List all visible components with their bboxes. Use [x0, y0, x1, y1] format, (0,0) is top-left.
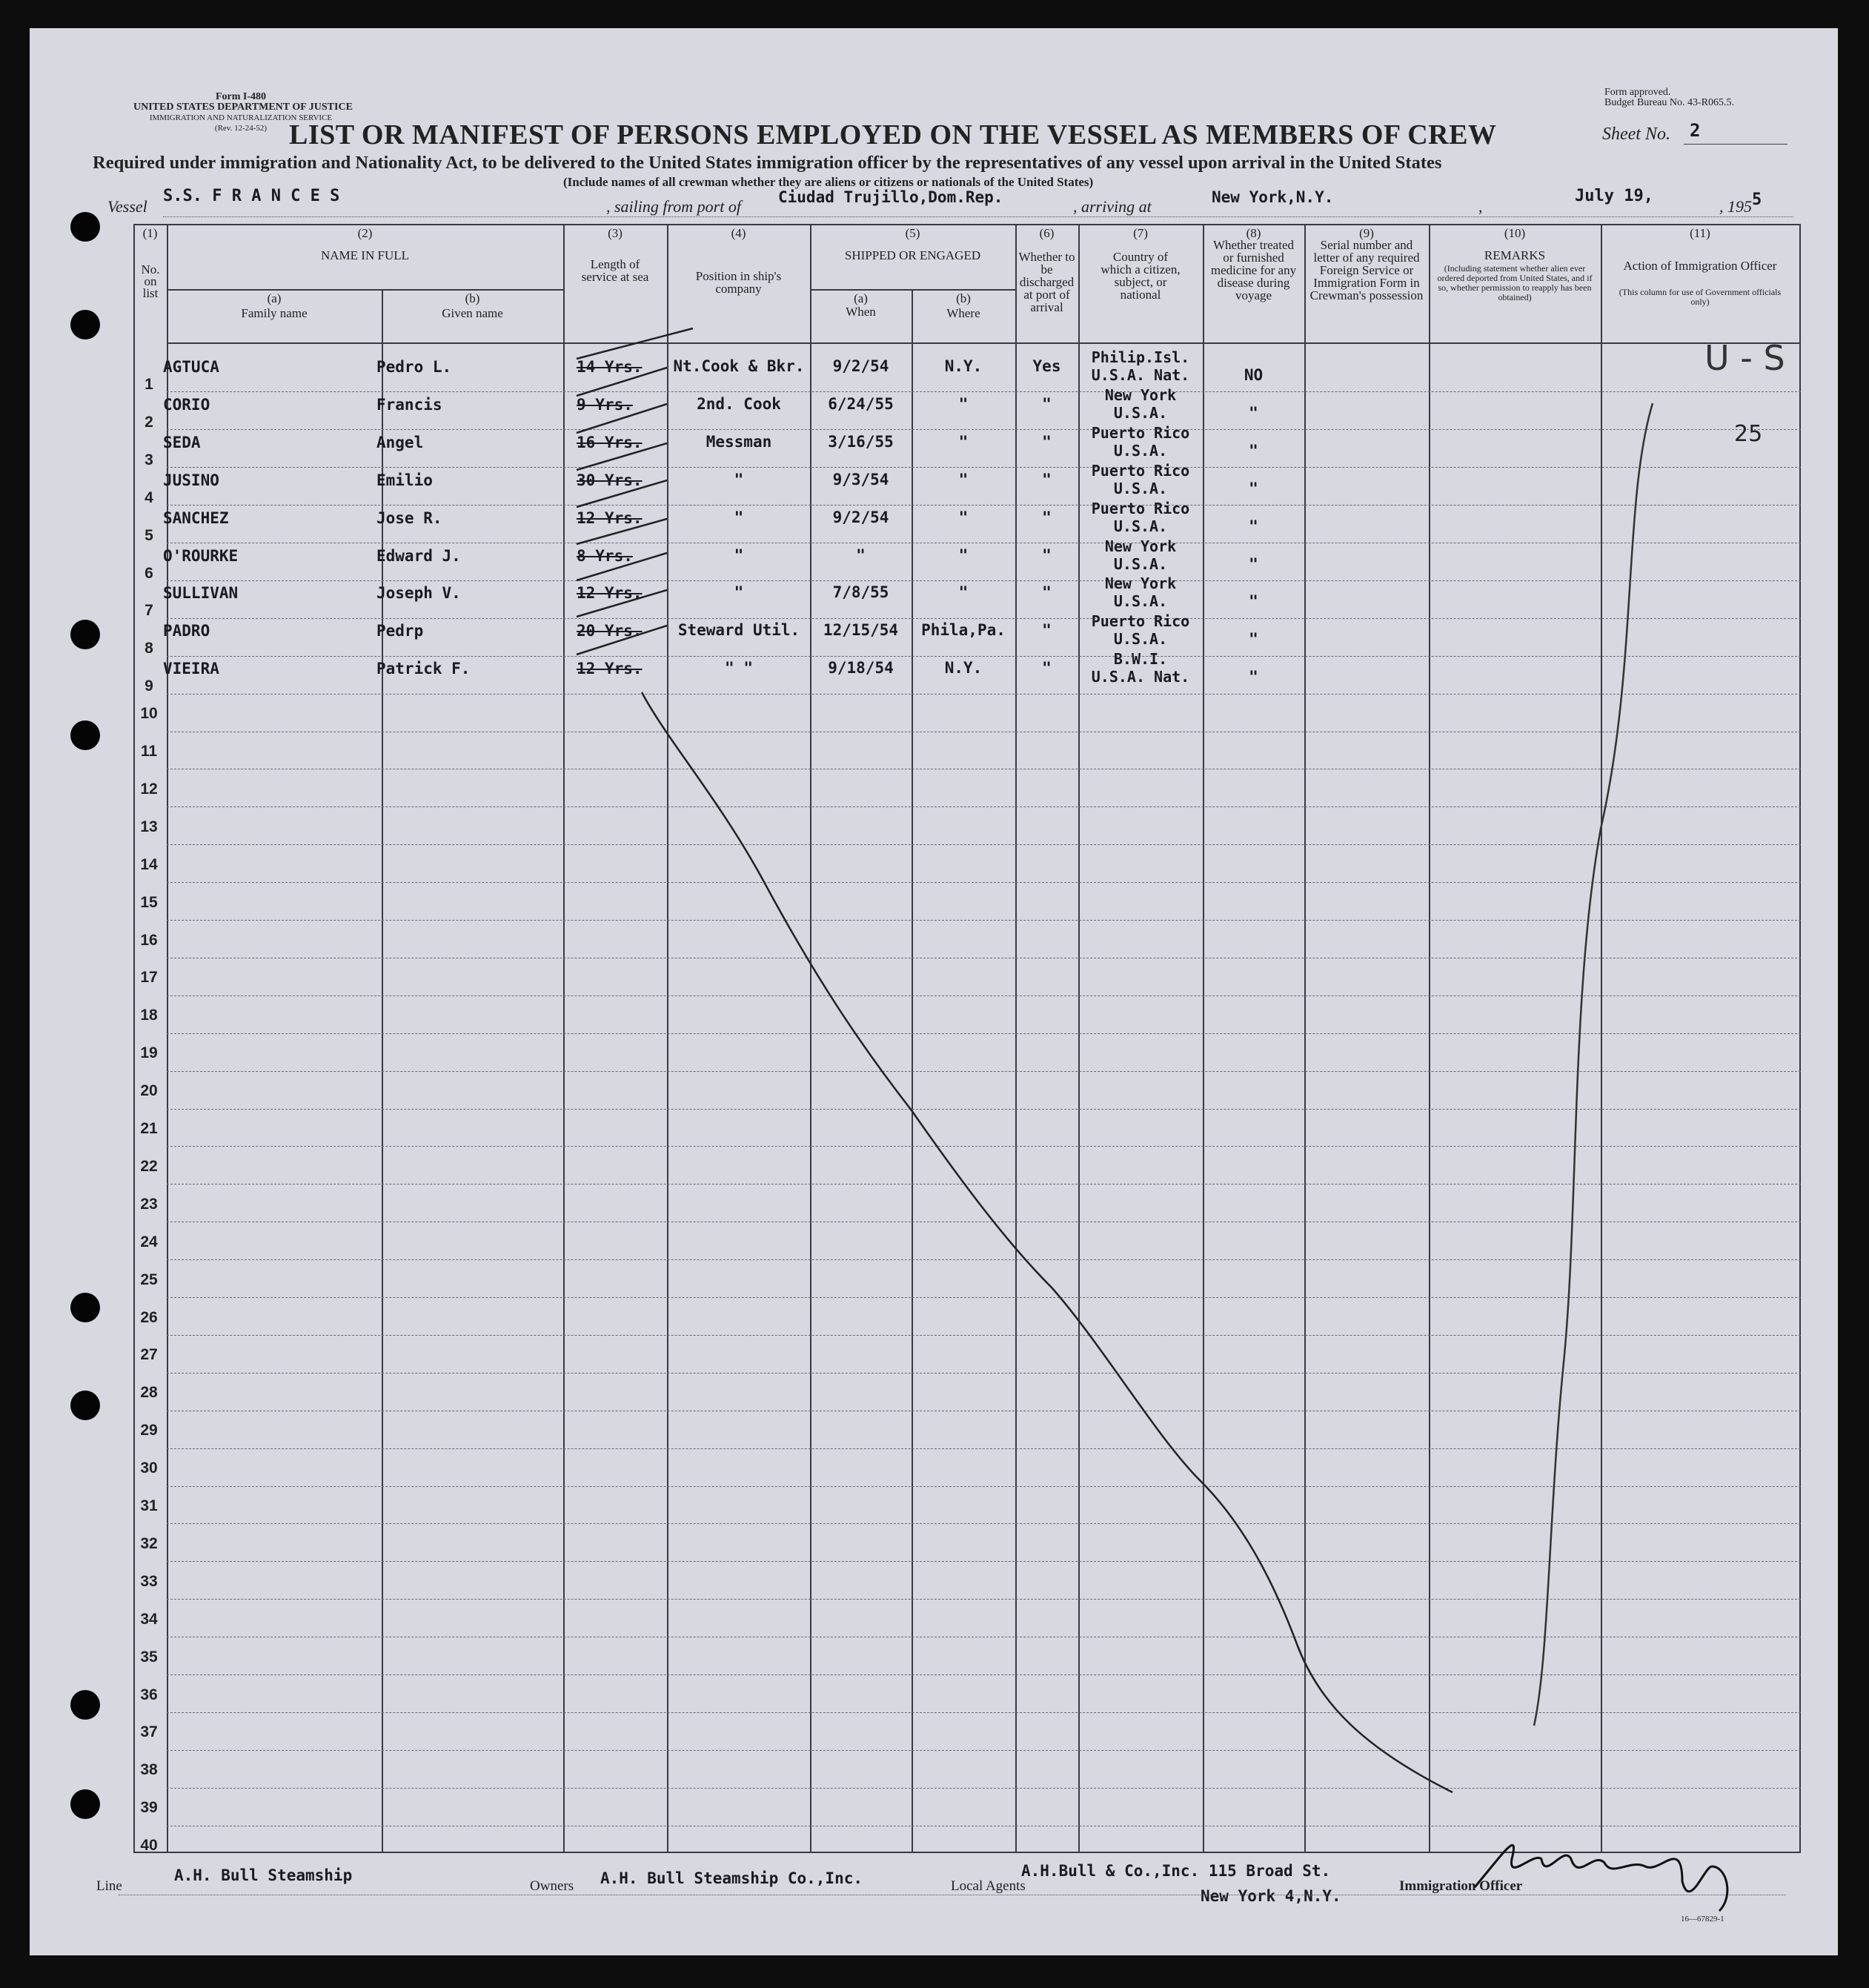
citizenship-line1: B.W.I. [1113, 650, 1168, 668]
family-name: JUSINO [163, 471, 219, 489]
discharge-status: " [1042, 583, 1052, 601]
col3-header: Length of service at sea [581, 257, 649, 284]
engaged-when: 3/16/55 [828, 433, 894, 451]
citizenship-line2: U.S.A. [1113, 630, 1168, 648]
service-length: 20 Yrs. [577, 622, 643, 640]
line-value: A.H. Bull Steamship [174, 1866, 353, 1884]
citizenship-line1: Puerto Rico [1091, 462, 1190, 480]
engaged-when: 9/2/54 [832, 508, 889, 526]
revision: (Rev. 12-24-52) [214, 124, 268, 133]
row-number: 26 [140, 1309, 158, 1326]
discharge-status: " [1042, 508, 1052, 526]
officer-label: Immigration Officer [1399, 1878, 1523, 1894]
col4-number: (4) [731, 226, 746, 240]
binder-hole [70, 212, 100, 242]
col10-note: (Including statement whether alien ever ordered deported from United States, and if so, whether permission to reapply has been obtained) [1437, 263, 1593, 302]
col4-header: Position in ship's company [695, 269, 782, 296]
arrival-date: July 19, [1575, 187, 1653, 205]
row-number: 7 [145, 602, 153, 619]
engaged-where: N.Y. [944, 357, 983, 375]
medicine-status: " [1249, 404, 1258, 422]
subtitle: Required under immigration and Nationality Act, to be delivered to the United States immigration officer by the representatives of any vessel upon arrival in the United States [93, 153, 1442, 173]
row-number: 23 [140, 1196, 158, 1213]
ship-position: 2nd. Cook [697, 395, 781, 413]
binder-hole [70, 1293, 100, 1322]
engaged-where: " [958, 546, 969, 564]
engaged-where: " [958, 583, 969, 601]
sailing-port: Ciudad Trujillo,Dom.Rep. [778, 188, 1003, 206]
medicine-status: NO [1244, 366, 1264, 384]
engaged-when: 9/18/54 [828, 659, 894, 677]
family-name: O'ROURKE [163, 547, 239, 565]
row-number: 8 [145, 640, 153, 657]
col6-header: Whether to be discharged at port of arrival [1018, 250, 1075, 314]
citizenship-line2: U.S.A. [1113, 555, 1168, 573]
pen-strokes [30, 28, 1838, 1955]
arriving-port: New York,N.Y. [1212, 188, 1334, 206]
row-number: 29 [140, 1422, 158, 1439]
col5b-header: Where [946, 306, 980, 320]
ship-position: Nt.Cook & Bkr. [673, 357, 805, 375]
row-number: 5 [145, 527, 153, 544]
col2b-number: (b) [465, 291, 480, 305]
row-number: 32 [140, 1535, 158, 1552]
owners-value: A.H. Bull Steamship Co.,Inc. [600, 1869, 863, 1887]
col2b-header: Given name [442, 306, 503, 320]
row-number: 6 [145, 565, 153, 582]
col9-header: Serial number and letter of any required Foreign Service or Immigration Form in Crewman's possession [1309, 238, 1424, 302]
budget-bureau: Budget Bureau No. 43-R065.5. [1604, 97, 1734, 108]
agents-label: Local Agents [951, 1878, 1026, 1894]
row-number: 27 [140, 1346, 158, 1363]
row-number: 38 [140, 1761, 158, 1778]
engaged-where: " [958, 395, 969, 413]
service-length: 12 Yrs. [577, 660, 643, 677]
form-number: Form I-480 [215, 91, 267, 102]
binder-hole [70, 310, 100, 339]
ship-position: " [734, 508, 744, 526]
row-number: 33 [140, 1573, 158, 1590]
citizenship-line1: New York [1104, 537, 1177, 555]
row-number: 9 [145, 677, 153, 695]
discharge-status: Yes [1032, 357, 1061, 375]
ship-position: " [734, 471, 744, 488]
year-prefix: 195 [1727, 197, 1752, 216]
row-number: 12 [140, 781, 158, 798]
given-name: Pedro L. [376, 358, 452, 376]
row-number: 36 [140, 1686, 158, 1703]
discharge-status: " [1042, 659, 1052, 677]
medicine-status: " [1249, 668, 1258, 686]
family-name: AGTUCA [163, 358, 219, 376]
line-label: Line [96, 1878, 122, 1894]
medicine-status: " [1249, 555, 1258, 573]
medicine-status: " [1249, 517, 1258, 535]
row-number: 40 [140, 1837, 158, 1854]
row-number: 2 [145, 414, 153, 431]
engaged-when: 7/8/55 [832, 583, 889, 601]
engaged-when: 9/2/54 [832, 357, 889, 375]
col1-header: No. on list [141, 262, 160, 300]
ship-position: Messman [706, 433, 772, 451]
citizenship-line1: New York [1104, 386, 1177, 404]
citizenship-line1: Puerto Rico [1091, 612, 1190, 630]
sailing-label: , sailing from port of [606, 197, 741, 216]
row-number: 3 [145, 451, 153, 468]
col5a-header: When [846, 305, 876, 319]
citizenship-line1: Philip.Isl. [1091, 348, 1190, 366]
col7-number: (7) [1133, 226, 1148, 240]
given-name: Francis [376, 396, 442, 414]
vertical-stroke [1534, 403, 1653, 1726]
given-name: Jose R. [376, 509, 442, 527]
row-number: 19 [140, 1044, 158, 1061]
family-name: VIEIRA [163, 660, 219, 677]
col5a-number: (a) [854, 291, 868, 305]
col2a-header: Family name [241, 306, 308, 320]
citizenship-line1: Puerto Rico [1091, 500, 1190, 517]
officer-mark: U - S [1704, 338, 1785, 378]
given-name: Pedrp [376, 622, 424, 640]
service-length: 8 Yrs. [577, 547, 633, 565]
binder-hole [70, 720, 100, 750]
col3-number: (3) [608, 226, 623, 240]
crew-note: (Include names of all crewman whether they are aliens or citizens or nationals of the United States) [563, 175, 1094, 189]
vessel-name: S.S. F R A N C E S [163, 187, 340, 205]
ship-position: " [734, 546, 744, 564]
given-name: Joseph V. [376, 584, 461, 602]
family-name: CORIO [163, 396, 210, 414]
engaged-when: 9/3/54 [832, 471, 889, 488]
row-number: 21 [140, 1120, 158, 1137]
citizenship-line1: New York [1104, 574, 1177, 592]
medicine-status: " [1249, 592, 1258, 610]
row-number: 17 [140, 969, 158, 986]
row-number: 4 [145, 489, 153, 506]
service-length: 16 Yrs. [577, 434, 643, 451]
medicine-status: " [1249, 442, 1258, 460]
row-number: 30 [140, 1459, 158, 1477]
family-name: SEDA [163, 434, 201, 451]
ship-position: Steward Util. [677, 621, 800, 639]
owners-label: Owners [530, 1878, 574, 1894]
citizenship-line2: U.S.A. Nat. [1091, 668, 1190, 686]
engaged-where: " [958, 471, 969, 488]
col2a-number: (a) [267, 291, 282, 305]
sheet-label: Sheet No. [1602, 125, 1670, 144]
col1-number: (1) [142, 226, 158, 240]
service-length: 14 Yrs. [577, 358, 643, 376]
row-number: 28 [140, 1384, 158, 1401]
agents-line1: A.H.Bull & Co.,Inc. 115 Broad St. [1021, 1862, 1331, 1880]
service-checkmarks [577, 328, 693, 655]
family-name: PADRO [163, 622, 210, 640]
service-name: IMMIGRATION AND NATURALIZATION SERVICE [149, 113, 333, 122]
row-number: 18 [140, 1007, 158, 1024]
col11-number: (11) [1690, 226, 1710, 240]
citizenship-line2: U.S.A. Nat. [1091, 366, 1190, 384]
col8-number: (8) [1246, 226, 1261, 240]
discharge-status: " [1042, 433, 1052, 451]
service-length: 12 Yrs. [577, 509, 643, 527]
col5-number: (5) [905, 226, 920, 240]
engaged-where: " [958, 433, 969, 451]
discharge-status: " [1042, 621, 1052, 639]
row-number: 31 [140, 1497, 158, 1514]
col2-number: (2) [357, 226, 373, 240]
agents-line2: New York 4,N.Y. [1201, 1887, 1341, 1905]
row-number: 35 [140, 1649, 158, 1666]
page-title: LIST OR MANIFEST OF PERSONS EMPLOYED ON THE VESSEL AS MEMBERS OF CREW [289, 119, 1497, 150]
col9-number: (9) [1359, 226, 1374, 240]
medicine-status: " [1249, 630, 1258, 648]
col10-header: REMARKS [1484, 248, 1546, 262]
row-number: 20 [140, 1082, 158, 1099]
engaged-where: Phila,Pa. [921, 621, 1006, 639]
citizenship-line2: U.S.A. [1113, 592, 1168, 610]
engaged-when: " [856, 546, 866, 564]
service-length: 30 Yrs. [577, 471, 643, 489]
sheet-number: 2 [1690, 120, 1701, 141]
department: UNITED STATES DEPARTMENT OF JUSTICE [133, 102, 353, 113]
row-number: 1 [145, 376, 153, 393]
row-number: 14 [140, 856, 158, 873]
officer-signature [1475, 1845, 1727, 1911]
col11-note: (This column for use of Government officials only) [1619, 287, 1782, 307]
row-number: 11 [140, 743, 158, 760]
col8-header: Whether treated or furnished medicine for any disease during voyage [1210, 238, 1297, 302]
family-name: SANCHEZ [163, 509, 229, 527]
citizenship-line2: U.S.A. [1113, 404, 1168, 422]
col2-header: NAME IN FULL [321, 248, 409, 262]
engaged-when: 6/24/55 [828, 395, 894, 413]
discharge-status: " [1042, 471, 1052, 488]
diagonal-stroke [642, 692, 1453, 1792]
binder-hole [70, 1391, 100, 1420]
binder-hole [70, 620, 100, 649]
engaged-where: " [958, 508, 969, 526]
row-number: 39 [140, 1799, 158, 1816]
row-number: 37 [140, 1723, 158, 1740]
citizenship-line2: U.S.A. [1113, 442, 1168, 460]
col5-header: SHIPPED OR ENGAGED [844, 248, 981, 262]
given-name: Angel [376, 434, 424, 451]
col5b-number: (b) [956, 291, 971, 305]
row-number: 22 [140, 1158, 158, 1175]
engaged-when: 12/15/54 [823, 621, 899, 639]
print-code: 16—67829-1 [1681, 1915, 1724, 1924]
discharge-status: " [1042, 395, 1052, 413]
row-number: 34 [140, 1611, 158, 1628]
given-name: Patrick F. [376, 660, 471, 677]
col7-header: Country of which a citizen, subject, or national [1101, 250, 1181, 302]
col10-number: (10) [1504, 226, 1526, 240]
medicine-status: " [1249, 480, 1258, 497]
row-number: 13 [140, 818, 158, 835]
ship-position: " " [725, 659, 753, 677]
year-digit: 5 [1752, 190, 1762, 209]
ship-position: " [734, 583, 744, 601]
family-name: SULLIVAN [163, 584, 239, 602]
row-number: 24 [140, 1233, 158, 1250]
given-name: Edward J. [376, 547, 461, 565]
service-length: 9 Yrs. [577, 396, 633, 414]
citizenship-line2: U.S.A. [1113, 480, 1168, 497]
col11-header: Action of Immigration Officer [1623, 259, 1777, 273]
row-number: 25 [140, 1271, 158, 1288]
vessel-label: Vessel [107, 197, 147, 216]
binder-hole [70, 1690, 100, 1720]
binder-hole [70, 1789, 100, 1819]
service-length: 12 Yrs. [577, 584, 643, 602]
row-number: 10 [140, 705, 158, 722]
form-approved: Form approved. [1604, 87, 1671, 98]
col6-number: (6) [1039, 226, 1055, 240]
discharge-status: " [1042, 546, 1052, 564]
row-number: 15 [140, 894, 158, 911]
citizenship-line2: U.S.A. [1113, 517, 1168, 535]
citizenship-line1: Puerto Rico [1091, 424, 1190, 442]
arriving-label: , arriving at [1073, 197, 1152, 216]
row-number: 16 [140, 932, 158, 949]
given-name: Emilio [376, 471, 433, 489]
engaged-where: N.Y. [944, 659, 983, 677]
manifest-sheet: Form I-480 UNITED STATES DEPARTMENT OF JUSTICE IMMIGRATION AND NATURALIZATION SERVICE (Rev. 12-24-52) Form approved. Budget Bureau No. 43-R065.5. LIST OR MANIFEST OF PERSONS EMPLOYED ON THE VESSEL AS MEMBERS OF CREW Sheet No. 2 Required under immigration and Nationality Act, to be delivered to the United States immigration officer by the representatives of any vessel upon arrival in the United States (Include names of all crewman whether they are aliens or citizens or nationals of the United States) Vessel S.S. F R A N C E S , sailing from port of Ciudad Trujillo,Dom.Rep. , arriving at New York,N.Y. , July 19, , 1955 (1) No. on list (2) NAME IN FULL (a) Family name (b) Given name (3) Length of service at sea (4) Position in ship's company (5) SHIPPED OR ENGAGED (a) When (b) Where (6) Whether to be discharged at port of arrival (7) Country of which a citizen, subject, or national (8) Whether treated or furnished medicine for any disease during voyage (9) Serial number and letter of any required Foreign Service or Immigration Form in Crewman's possession (10) REMARKS (Including statement whether alien ever ordered deported from United States, and if so, whether permission to reapply has been obtained) (11) Action of Immigration Officer (This column for use of Government officials only) 1 2 3 4 5 6 7 8 9 10 11 12 13 14 15 16 17 18 19 20 21 22 23 24 25 26 27 28 29 30 31 32 33 34 35 36 37 38 39 40 AGTUCA Pedro L. 14 Yrs. Nt.Cook & Bkr. 9/2/54 N.Y. Yes Philip.Isl. U.S.A. Nat. NO CORIO Francis 9 Yrs. 2nd. Cook 6/24/55 " " New York U.S.A. " SEDA Angel 16 Yrs. Messman 3/16/55 " " Puerto Rico U.S.A. " JUSINO Emilio 30 Yrs. " 9/3/54 " " Puerto Rico U.S.A. " SANCHEZ Jose R. 12 Yrs. " 9/2/54 " " Puerto Rico U.S.A. " O'ROURKE Edward J. 8 Yrs. " " " " New York U.S.A. " SULLIVAN Joseph V. 12 Yrs. " 7/8/55 " " New York U.S.A. " PADRO Pedrp 20 Yrs. Steward Util. 12/15/54 Phila,Pa. " Puerto Rico U.S.A. " VIEIRA Patrick F. 12 Yrs. " " 9/18/54 N.Y. " B.W.I. U.S.A. Nat. " U - S 25 Line A.H. Bull Steamship Owners A.H. Bull Steamship Co.,Inc. Local Agents A.H.Bull & Co.,Inc. 115 Broad St. New York 4,N.Y. Immigration Officer 16—67829-1 [30, 28, 1838, 1955]
approved-count: 25 [1734, 421, 1763, 447]
